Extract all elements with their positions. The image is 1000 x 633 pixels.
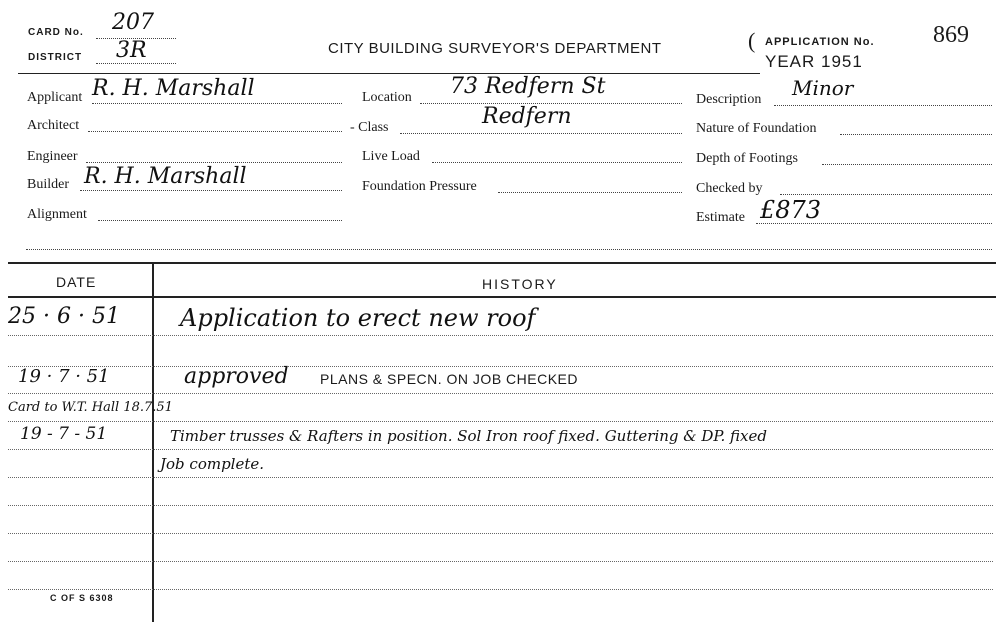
- table-row-history-stamp: PLANS & SPECN. ON JOB CHECKED: [320, 371, 579, 387]
- district-label: DISTRICT: [28, 52, 83, 63]
- form-code: C OF S 6308: [50, 593, 114, 603]
- engineer-line: [86, 162, 342, 163]
- class-line: [400, 133, 682, 134]
- builder-line: [80, 190, 342, 191]
- table-row-date: Card to W.T. Hall 18.7.51: [8, 400, 173, 415]
- architect-label: Architect: [27, 118, 80, 133]
- district-value: 3R: [116, 38, 147, 63]
- location-label: Location: [362, 90, 412, 105]
- foundation-pressure-line: [498, 192, 682, 193]
- ruled-line: [8, 393, 993, 394]
- description-value: Minor: [792, 76, 854, 100]
- table-row-date: 25 · 6 · 51: [8, 304, 120, 329]
- alignment-line: [98, 220, 342, 221]
- applicant-value: R. H. Marshall: [92, 76, 255, 101]
- section-spacer-line: [26, 249, 992, 250]
- depth-label: Depth of Footings: [696, 151, 798, 166]
- ruled-line: [8, 477, 993, 478]
- checked-by-line: [780, 194, 992, 195]
- location-value-1: 73 Redfern St: [450, 74, 606, 99]
- table-row-date: 19 · 7 · 51: [18, 366, 110, 387]
- application-no-label: APPLICATION No.: [765, 36, 875, 48]
- description-label: Description: [696, 92, 762, 107]
- ruled-line: [8, 533, 993, 534]
- table-top-rule: [8, 262, 996, 264]
- ruled-line: [8, 505, 993, 506]
- ruled-line: [8, 421, 993, 422]
- live-load-label: Live Load: [362, 149, 420, 164]
- nature-label: Nature of Foundation: [696, 121, 817, 136]
- ruled-line: [8, 335, 993, 336]
- table-row-history: Job complete.: [160, 455, 265, 473]
- applicant-line: [92, 103, 342, 104]
- class-label: - Class: [350, 120, 389, 135]
- architect-line: [88, 131, 342, 132]
- table-row-history: Application to erect new roof: [180, 304, 536, 332]
- ruled-line: [8, 366, 993, 367]
- header-rule: [18, 73, 760, 74]
- builder-value: R. H. Marshall: [84, 164, 247, 189]
- builder-label: Builder: [27, 177, 69, 192]
- bracket: (: [748, 28, 756, 53]
- ruled-line: [8, 589, 993, 590]
- description-line: [774, 105, 992, 106]
- depth-line: [822, 164, 992, 165]
- history-header: HISTORY: [482, 276, 558, 292]
- applicant-label: Applicant: [27, 90, 83, 105]
- ruled-line: [8, 561, 993, 562]
- district-line: [96, 63, 176, 64]
- application-no-value: 869: [933, 22, 969, 48]
- foundation-pressure-label: Foundation Pressure: [362, 179, 477, 194]
- table-row-history: Timber trusses & Rafters in position. Sol Iron roof fixed. Guttering & DP. fixed: [170, 427, 767, 445]
- live-load-line: [432, 162, 682, 163]
- card-no-value: 207: [112, 10, 154, 35]
- table-row-date: 19 - 7 - 51: [20, 424, 108, 444]
- year-label: YEAR 1951: [765, 52, 863, 71]
- card-no-label: CARD No.: [28, 27, 84, 38]
- estimate-label: Estimate: [696, 210, 745, 225]
- date-header: DATE: [56, 274, 97, 290]
- table-row-history-handwritten: approved: [184, 364, 289, 389]
- engineer-label: Engineer: [27, 149, 78, 164]
- alignment-label: Alignment: [27, 207, 87, 222]
- checked-by-label: Checked by: [696, 181, 763, 196]
- estimate-value: £873: [760, 196, 822, 224]
- table-header-rule: [8, 296, 996, 298]
- ruled-line: [8, 449, 993, 450]
- nature-line: [840, 134, 992, 135]
- date-column-divider: [152, 262, 154, 622]
- location-value-2: Redfern: [482, 104, 572, 129]
- department-title: CITY BUILDING SURVEYOR'S DEPARTMENT: [328, 40, 662, 57]
